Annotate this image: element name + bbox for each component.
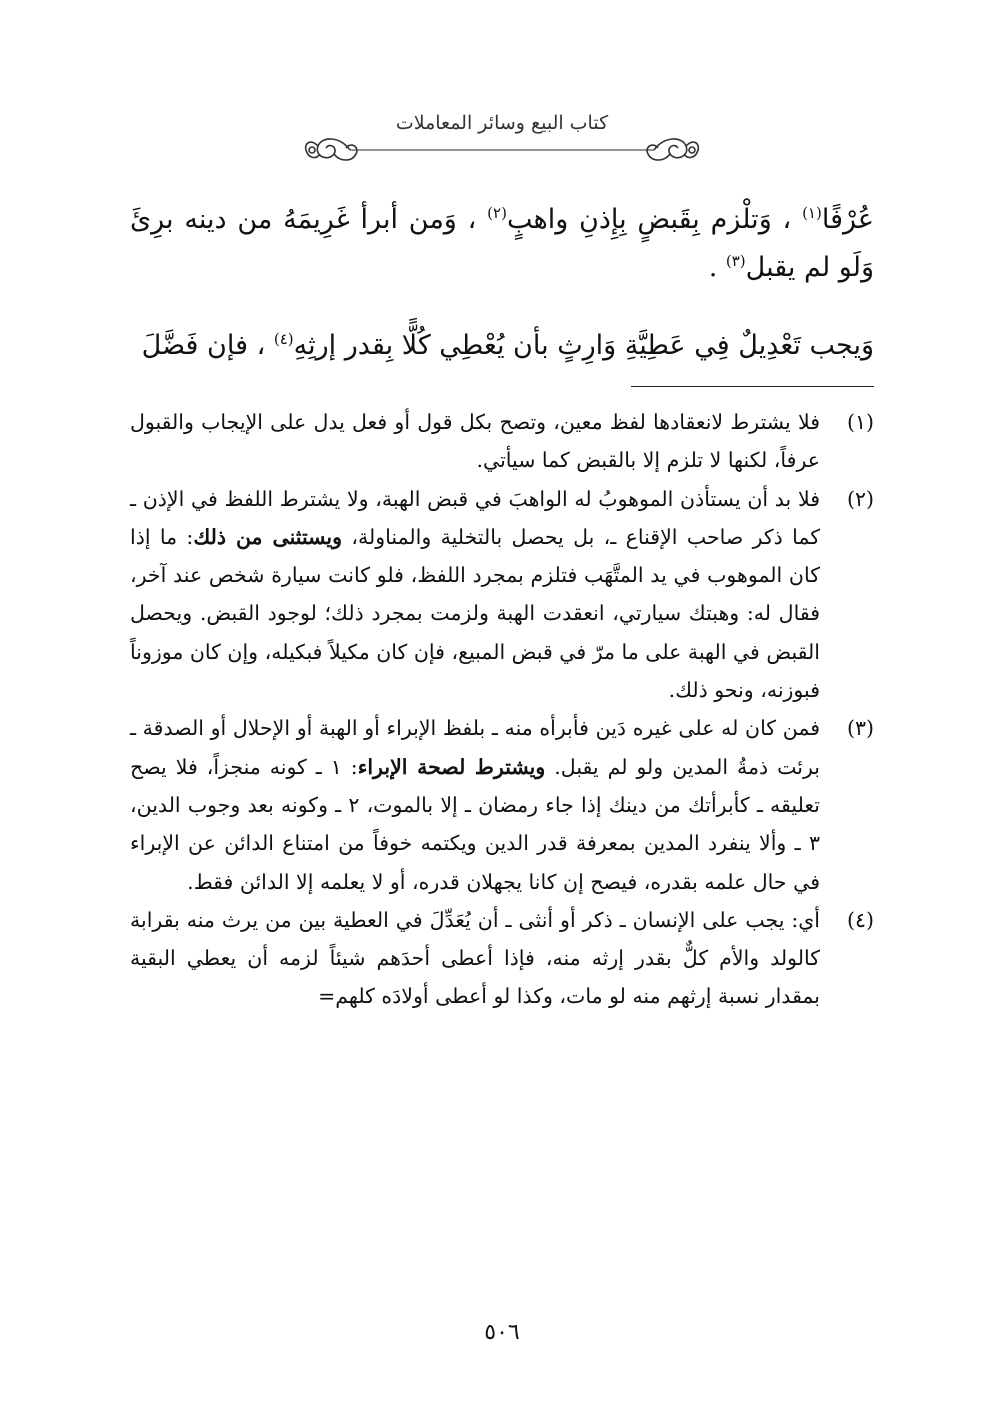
footnotes <box>130 403 874 1016</box>
footnote-bold-term: ويستثنى من ذلك <box>193 524 343 549</box>
footnote-ref-2[interactable]: (٢) <box>487 204 507 222</box>
main-text-segment: ، وَمن أبرأ غَرِيمَهُ من دينه برِئَ وَلَو لم يقبل <box>130 204 874 283</box>
footnote-3 <box>130 709 874 900</box>
main-paragraph-1 <box>130 196 874 292</box>
footnote-text: أي: يجب على الإنسان ـ ذكر أو أنثى ـ أن يُعَدِّلَ في العطية بين من يرث منه بقرابة كالولد والأم كلٌّ بقدر إرثه منه، فإذا أعطى أحدَهم شيئاً لزمه أن يعطي البقية بمقدار نسبة إرثهم منه لو مات، وكذا لو أعطى أولادَه كلهم= <box>130 907 820 1009</box>
page-number: ٥٠٦ <box>484 1320 520 1345</box>
footnote-number: (١) <box>846 410 874 434</box>
main-text-2 <box>130 322 874 370</box>
main-text <box>130 196 874 292</box>
main-text-segment: ، وَتلْزم بِقَبضٍ بِإِذنِ واهبٍ <box>506 204 803 235</box>
header-ornament-icon <box>300 128 704 168</box>
footnote-text-segment: : ١ ـ كونه منجزاً، فلا يصح تعليقه ـ كأبرأتك من دينك إذا جاء رمضان ـ إلا بالموت، ٢ ـ وكونه بعد وجوب الدين، ٣ ـ وألا ينفرد المدين بمعرفة قدر الدين ويكتمه خوفاً من امتناع الدائن عن الإبراء في حال علمه بقدره، فيصح إن كانا يجهلان قدره، أو لا يعلمه إلا الدائن فقط. <box>130 754 820 894</box>
footnote-ref-1[interactable]: (١) <box>802 204 822 222</box>
footnote-number: (٢) <box>846 486 874 511</box>
footnote-text-segment: فمن كان له على غيره دَين فأبرأه منه ـ بلفظ الإبراء أو الهبة أو الإحلال أو الصدقة ـ برئت ذمةُ المدين ولو لم يقبل. <box>130 716 821 779</box>
footnote-text-segment: فلا بد أن يستأذن الموهوبُ له الواهبَ في قبض الهبة، ولا يشترط اللفظ في الإذن ـ كما ذكر صاحب الإقناع ـ، بل يحصل بالتخلية والمناولة، <box>130 486 821 549</box>
main-text-segment: ، فإن فَضَّلَ <box>141 330 274 361</box>
running-title: كتاب البيع وسائر المعاملات <box>395 112 609 134</box>
main-text-segment: عُرْفًا <box>821 204 874 235</box>
footnote-text <box>130 709 820 900</box>
footnote-2 <box>130 480 874 710</box>
footnote-number: (٤) <box>846 907 874 932</box>
footnote-ref-3[interactable]: (٣) <box>725 252 746 270</box>
footnote-text: فلا يشترط لانعقادها لفظ معين، وتصح بكل قول أو فعل يدل على الإيجاب والقبول عرفاً، لكنها لا تلزم إلا بالقبض كما سيأتي. <box>130 410 820 473</box>
footnote-1 <box>130 403 874 480</box>
footnote-bold-term: ويشترط لصحة الإبراء <box>357 754 546 779</box>
footnote-separator <box>631 386 874 387</box>
footnote-4 <box>130 901 874 1016</box>
main-text-segment: وَيجب تَعْدِيلٌ فِي عَطِيَّةِ وَارِثٍ بأن يُعْطِي كُلًّا بِقدر إرثِهِ <box>293 330 874 361</box>
footnote-number: (٣) <box>846 716 874 741</box>
footnote-text <box>130 480 820 710</box>
main-paragraph-2 <box>130 322 874 370</box>
footnote-ref-4[interactable]: (٤) <box>273 330 294 348</box>
main-text-segment: . <box>708 252 726 283</box>
footnote-text-segment: : ما إذا كان الموهوب في يد المتَّهَب فتلزم بمجرد اللفظ، فلو كانت سيارة شخص عند آخر، فقال له: وهبتك سيارتي، انعقدت الهبة ولزمت بمجرد ذلك؛ لوجود القبض. ويحصل القبض في الهبة على ما مرّ في قبض المبيع، فإن كان مكيلاً فبكيله، وإن كان موزوناً فبوزنه، ونحو ذلك. <box>130 524 820 703</box>
